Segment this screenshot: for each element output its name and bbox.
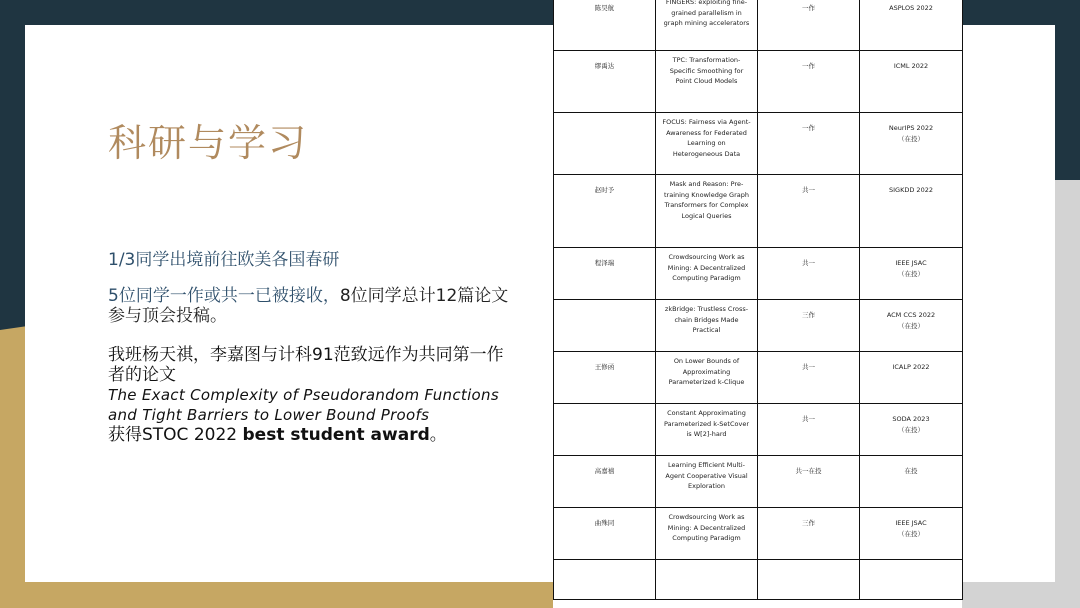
- venue-cell-text: ACM CCS 2022: [886, 311, 936, 319]
- author-cell: [554, 113, 656, 175]
- paper-cell: [656, 404, 758, 456]
- paper-cell-text: FINGERS: exploiting fine-grained parallelism in graph mining accelerators: [663, 0, 750, 27]
- venue-status-text: （在投）: [898, 134, 924, 143]
- author-cell-text: 王修函: [594, 363, 615, 371]
- venue-status-text: （在投）: [898, 269, 924, 278]
- paper-cell: [656, 113, 758, 175]
- author-cell: [554, 300, 656, 352]
- venue-cell: [860, 248, 963, 300]
- venue-status-text: （在投）: [898, 425, 924, 434]
- paper-cell-text: Crowdsourcing Work as Mining: A Decentralized Computing Paradigm: [667, 513, 746, 542]
- role-cell: [758, 113, 860, 175]
- paper-cell-text: Mask and Reason: Pre-training Knowledge Graph Transformers for Complex Logical Queries: [664, 180, 749, 220]
- role-cell-text: 共一在投: [795, 467, 822, 475]
- venue-cell: [860, 404, 963, 456]
- author-cell-text: 曲殊同: [594, 519, 615, 527]
- award-intro: 我班杨天祺，李嘉图与计科91范致远作为共同第一作者的论文: [108, 345, 504, 385]
- author-cell: [554, 456, 656, 508]
- table-row: [554, 300, 963, 352]
- papers-table-body: [554, 0, 963, 600]
- venue-cell-text: IEEE JSAC: [895, 259, 927, 267]
- venue-cell: [860, 0, 963, 51]
- paper-cell-text: Learning Efficient Multi-Agent Cooperative Visual Exploration: [665, 461, 748, 490]
- author-cell-text: 程泽瑞: [594, 259, 615, 267]
- paper-cell-text: Constant Approximating Parameterized k-SetCover is W[2]-hard: [663, 409, 750, 438]
- table-row: [554, 508, 963, 560]
- table-row: [554, 404, 963, 456]
- award-result-prefix: 获得STOC 2022: [108, 425, 243, 445]
- venue-cell-text: NeurIPS 2022: [888, 124, 934, 132]
- venue-status-text: （在投）: [898, 321, 924, 330]
- author-cell-text: 赵时予: [594, 186, 615, 194]
- author-cell: [554, 404, 656, 456]
- award-result: [108, 425, 513, 445]
- venue-cell: [860, 175, 963, 248]
- papers-table: [553, 0, 962, 608]
- venue-cell-text: SIGKDD 2022: [889, 186, 933, 194]
- venue-cell-text: ASPLOS 2022: [889, 4, 933, 12]
- role-cell-text: 共一: [802, 259, 815, 267]
- venue-cell: [860, 508, 963, 560]
- role-cell-text: 三作: [802, 519, 815, 527]
- venue-cell-text: SODA 2023: [892, 415, 930, 423]
- role-cell-text: 一作: [802, 4, 815, 12]
- line-first-author-b: 8位同学总计12篇论文参与顶会投稿。: [108, 286, 509, 326]
- author-cell: [554, 352, 656, 404]
- award-paper-title: The Exact Complexity of Pseudorandom Functions and Tight Barriers to Lower Bound Proofs: [108, 386, 499, 424]
- table-row: [554, 560, 963, 600]
- role-cell-text: 共一: [802, 415, 815, 423]
- papers-table-grid: [553, 0, 963, 600]
- role-cell: [758, 508, 860, 560]
- paper-cell: [656, 352, 758, 404]
- venue-cell-text: ICALP 2022: [892, 363, 930, 371]
- role-cell: [758, 560, 860, 600]
- venue-cell-text: ICML 2022: [893, 62, 929, 70]
- table-row: [554, 352, 963, 404]
- award-name: best student award: [242, 425, 430, 445]
- paper-cell: [656, 248, 758, 300]
- author-cell: [554, 560, 656, 600]
- author-cell-text: 缪禹达: [594, 62, 615, 70]
- role-cell-text: 三作: [802, 311, 815, 319]
- author-cell: [554, 508, 656, 560]
- role-cell-text: 共一: [802, 186, 815, 194]
- slide-title: 科研与学习: [108, 121, 309, 165]
- role-cell-text: 一作: [802, 124, 815, 132]
- paper-cell: [656, 175, 758, 248]
- table-row: [554, 175, 963, 248]
- paper-cell: [656, 508, 758, 560]
- role-cell: [758, 404, 860, 456]
- venue-cell-text: IEEE JSAC: [895, 519, 927, 527]
- table-row: [554, 456, 963, 508]
- line-award: [108, 345, 513, 445]
- paper-cell-text: TPC: Transformation-Specific Smoothing for Point Cloud Models: [669, 56, 744, 85]
- venue-cell: [860, 51, 963, 113]
- venue-cell: [860, 456, 963, 508]
- role-cell: [758, 352, 860, 404]
- paper-cell-text: Crowdsourcing Work as Mining: A Decentralized Computing Paradigm: [667, 253, 746, 282]
- table-row: [554, 0, 963, 51]
- paper-cell: [656, 300, 758, 352]
- role-cell-text: 一作: [802, 62, 815, 70]
- award-result-end: 。: [429, 425, 447, 445]
- paper-cell: [656, 51, 758, 113]
- venue-cell: [860, 300, 963, 352]
- paper-cell-text: FOCUS: Fairness via Agent-Awareness for Federated Learning on Heterogeneous Data: [662, 118, 751, 158]
- paper-cell: [656, 0, 758, 51]
- table-row: [554, 113, 963, 175]
- table-row: [554, 248, 963, 300]
- role-cell: [758, 175, 860, 248]
- role-cell-text: 共一: [802, 363, 815, 371]
- role-cell: [758, 51, 860, 113]
- author-cell: [554, 175, 656, 248]
- author-cell-text: 高嘉禧: [594, 467, 615, 475]
- table-row: [554, 51, 963, 113]
- author-cell: [554, 248, 656, 300]
- venue-status-text: （在投）: [898, 529, 924, 538]
- author-cell: [554, 51, 656, 113]
- venue-cell: [860, 352, 963, 404]
- paper-cell: [656, 560, 758, 600]
- venue-cell-text: 在投: [904, 467, 918, 475]
- line-first-author: [108, 286, 513, 326]
- role-cell: [758, 456, 860, 508]
- line-exchange: 1/3同学出境前往欧美各国春研: [108, 250, 340, 270]
- role-cell: [758, 300, 860, 352]
- author-cell-text: 陈昊航: [594, 4, 615, 12]
- paper-cell: [656, 456, 758, 508]
- venue-cell: [860, 113, 963, 175]
- line-first-author-a: 5位同学一作或共一已被接收，: [108, 286, 340, 306]
- author-cell: [554, 0, 656, 51]
- role-cell: [758, 0, 860, 51]
- venue-cell: [860, 560, 963, 600]
- paper-cell-text: zkBridge: Trustless Cross-chain Bridges Made Practical: [664, 305, 749, 334]
- paper-cell-text: On Lower Bounds of Approximating Parameterized k-Clique: [668, 357, 745, 386]
- role-cell: [758, 248, 860, 300]
